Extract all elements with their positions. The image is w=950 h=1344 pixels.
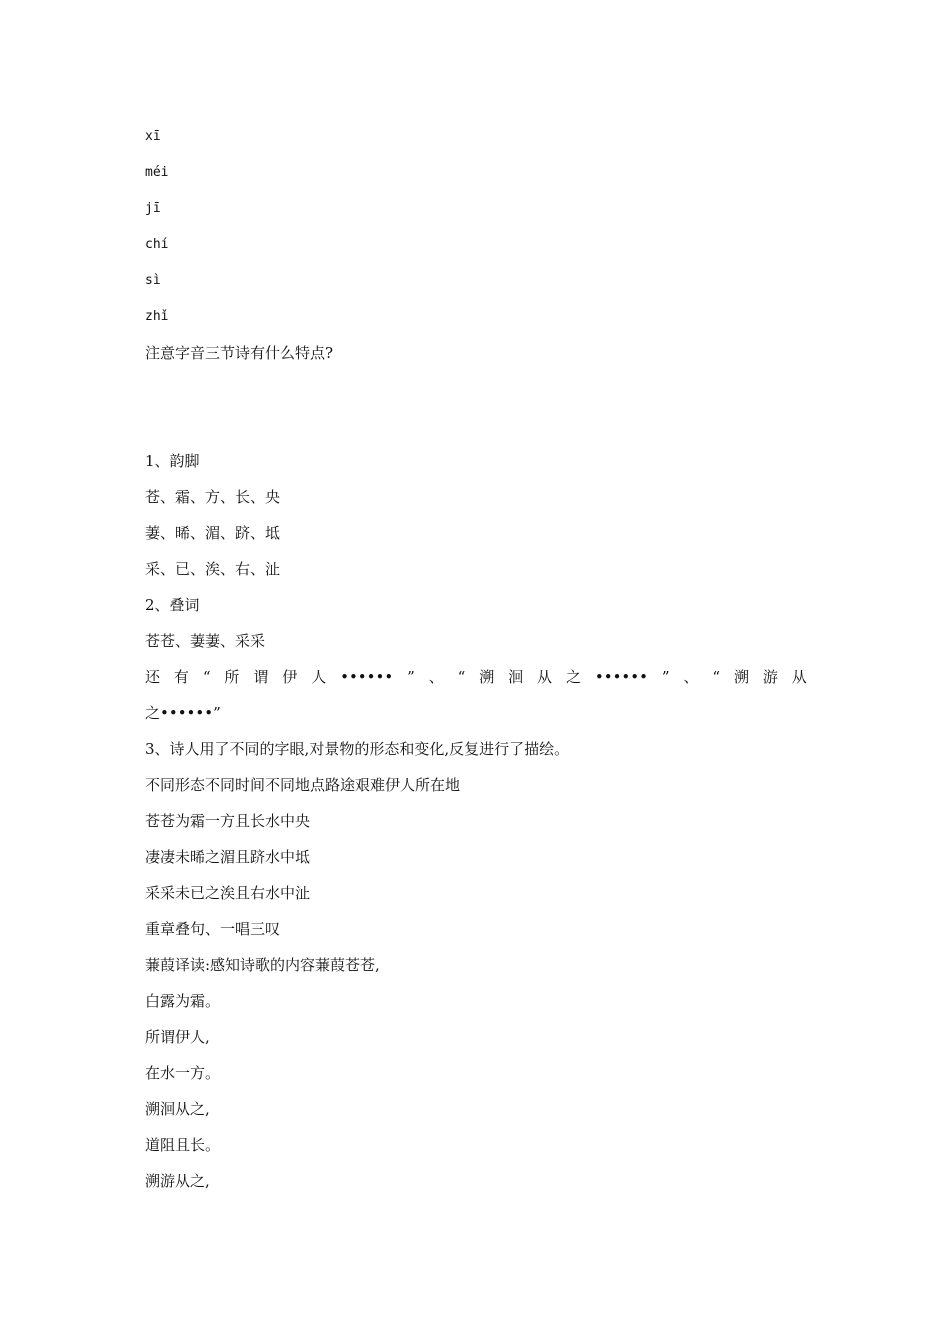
also-char: “ bbox=[457, 668, 466, 686]
rhyme-line-1: 苍、霜、方、长、央 bbox=[145, 488, 281, 506]
also-line-continued: 之••••••” bbox=[145, 704, 221, 722]
summary-line: 重章叠句、一唱三叹 bbox=[145, 920, 281, 938]
poem-line: 白露为霜。 bbox=[145, 992, 221, 1010]
contrast-line-3: 采采未已之涘且右水中沚 bbox=[145, 884, 311, 902]
rhyme-line-2: 萋、晞、湄、跻、坻 bbox=[145, 524, 281, 542]
also-char: “ bbox=[712, 668, 721, 686]
also-char: •••••• bbox=[340, 668, 394, 686]
also-char: 、 bbox=[683, 668, 699, 686]
also-char: 溯 bbox=[479, 668, 495, 686]
poem-intro: 蒹葭译读:感知诗歌的内容蒹葭苍苍, bbox=[145, 956, 380, 974]
contrast-line-2: 凄凄未晞之湄且跻水中坻 bbox=[145, 848, 311, 866]
poem-line: 溯洄从之, bbox=[145, 1100, 210, 1118]
also-char: 从 bbox=[537, 668, 553, 686]
section3-heading: 3、诗人用了不同的字眼,对景物的形态和变化,反复进行了描绘。 bbox=[145, 740, 570, 758]
also-char: 还 bbox=[145, 668, 161, 686]
also-char: “ bbox=[202, 668, 211, 686]
also-char: 溯 bbox=[733, 668, 749, 686]
also-char: 人 bbox=[311, 668, 327, 686]
also-char: ” bbox=[407, 668, 415, 686]
section1-heading: 1、韵脚 bbox=[145, 452, 200, 470]
also-char: 有 bbox=[173, 668, 189, 686]
poem-line: 在水一方。 bbox=[145, 1064, 221, 1082]
contrast-line-1: 苍苍为霜一方且长水中央 bbox=[145, 812, 311, 830]
also-char: 谓 bbox=[253, 668, 269, 686]
pinyin-ji: jī bbox=[145, 201, 161, 216]
also-char: •••••• bbox=[594, 668, 648, 686]
pinyin-si: sì bbox=[145, 273, 161, 288]
reduplication-line: 苍苍、萋萋、采采 bbox=[145, 632, 266, 650]
also-char: 所 bbox=[224, 668, 240, 686]
also-char: ” bbox=[661, 668, 670, 686]
section2-heading: 2、叠词 bbox=[145, 596, 200, 614]
also-char: 洄 bbox=[508, 668, 524, 686]
also-char: 之 bbox=[565, 668, 581, 686]
poem-line: 道阻且长。 bbox=[145, 1136, 221, 1154]
pinyin-mei: méi bbox=[145, 165, 169, 180]
also-char: 从 bbox=[791, 668, 807, 686]
also-char: 伊 bbox=[282, 668, 298, 686]
poem-line: 所谓伊人, bbox=[145, 1028, 210, 1046]
question-line: 注意字音三节诗有什么特点? bbox=[145, 344, 334, 362]
pinyin-zhi: zhǐ bbox=[145, 309, 169, 324]
poem-line: 溯游从之, bbox=[145, 1172, 210, 1190]
pinyin-chi: chí bbox=[145, 237, 169, 252]
pinyin-xi: xī bbox=[145, 129, 161, 144]
contrast-header-line: 不同形态不同时间不同地点路途艰难伊人所在地 bbox=[145, 776, 461, 794]
also-char: 游 bbox=[762, 668, 778, 686]
also-line bbox=[145, 667, 807, 687]
rhyme-line-3: 采、已、涘、右、沚 bbox=[145, 560, 281, 578]
also-char: 、 bbox=[428, 668, 444, 686]
